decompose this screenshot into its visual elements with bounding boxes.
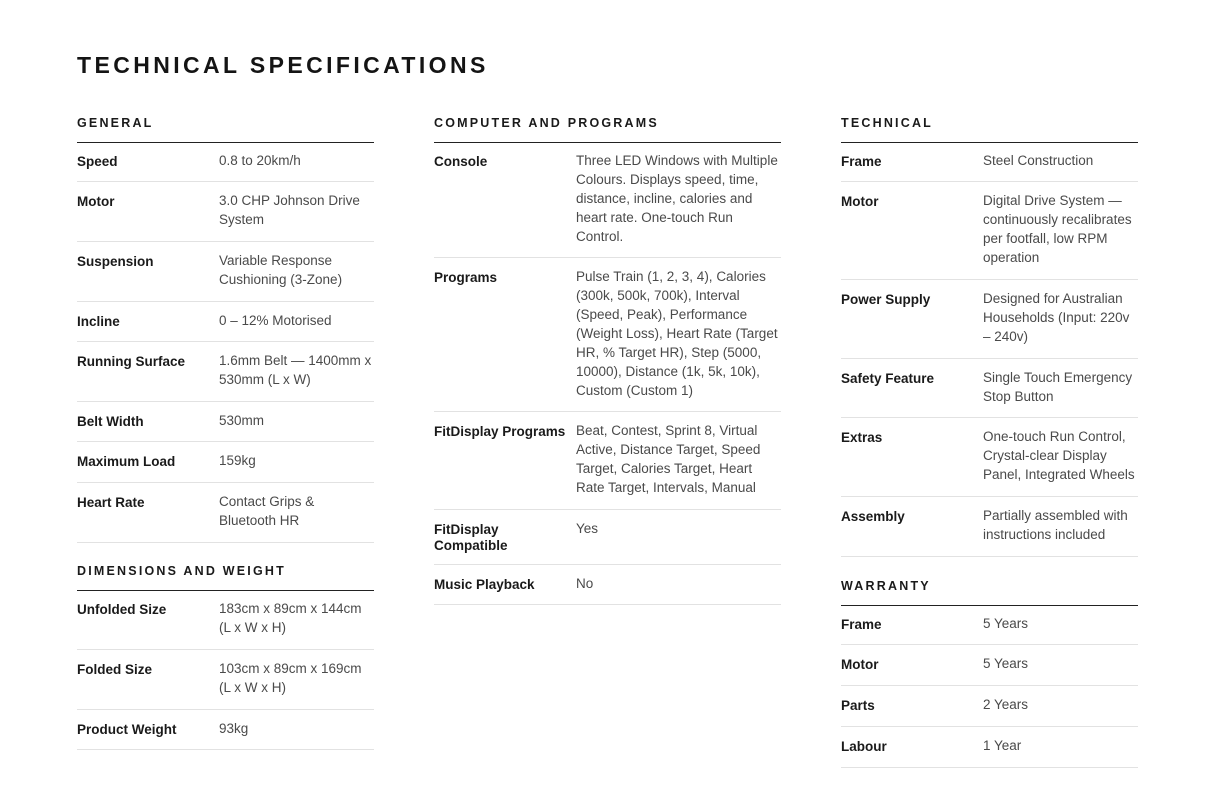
spec-label: FitDisplay Programs [434,424,566,439]
spec-label: FitDisplay Compatible [434,522,508,553]
spec-label: Suspension [77,254,154,269]
section-heading-computer-programs: COMPUTER AND PROGRAMS [434,115,781,143]
spec-value: 93kg [219,721,249,736]
spec-label: Motor [77,194,115,209]
spec-label: Incline [77,314,120,329]
spec-table-computer-programs [434,142,781,605]
spec-label: Motor [841,194,879,209]
spec-value: 2 Years [983,697,1029,712]
spec-value: 0.8 to 20km/h [219,153,301,168]
spec-value: 5 Years [983,656,1029,671]
section-heading-technical: TECHNICAL [841,115,1138,143]
spec-label: Running Surface [77,354,186,369]
spec-value: No [576,576,594,591]
spec-row-frame [841,142,1138,182]
spec-row-heart-rate [77,483,374,543]
spec-label: Product Weight [77,722,177,737]
spec-label: Belt Width [77,414,144,429]
spec-value: 1.6mm Belt — 1400mm x 530mm (L x W) [219,353,372,387]
spec-label: Folded Size [77,662,153,677]
spec-row-fitdisplay-programs [434,412,781,510]
section-heading-general: GENERAL [77,115,374,143]
spec-row-motor [841,645,1138,686]
spec-row-motor [77,182,374,242]
spec-value: Three LED Windows with Multiple Colours. Displays speed, time, distance, incline, calories and heart rate. One-touch Run Control. [576,153,778,244]
spec-row-product-weight [77,710,374,750]
spec-value: Variable Response Cushioning (3-Zone) [219,253,343,287]
spec-row-labour [841,727,1138,768]
spec-value: 530mm [219,413,265,428]
spec-label: Unfolded Size [77,602,167,617]
spec-value: Partially assembled with instructions included [983,508,1128,542]
section-heading-warranty: WARRANTY [841,578,1138,606]
spec-value: Contact Grips & Bluetooth HR [219,494,315,528]
spec-row-console [434,142,781,258]
spec-row-assembly [841,497,1138,557]
spec-label: Power Supply [841,292,931,307]
spec-label: Speed [77,154,118,169]
spec-row-programs [434,258,781,412]
section-heading-dimensions: DIMENSIONS AND WEIGHT [77,563,374,591]
spec-row-extras [841,418,1138,497]
spec-row-frame [841,605,1138,645]
spec-value: Beat, Contest, Sprint 8, Virtual Active, Distance Target, Speed Target, Calories Target, Heart Rate Target, Intervals, Manual [576,423,761,495]
spec-label: Frame [841,617,882,632]
spec-value: 3.0 CHP Johnson Drive System [219,193,360,227]
spec-value: 183cm x 89cm x 144cm (L x W x H) [219,601,362,635]
spec-row-parts [841,686,1138,727]
spec-row-suspension [77,242,374,302]
spec-label: Extras [841,430,883,445]
spec-value: Pulse Train (1, 2, 3, 4), Calories (300k, 500k, 700k), Interval (Speed, Peak), Performance (Weight Loss), Heart Rate (Target HR, % Target HR), Step (5000, 10000), Distance (1k, 5k, 10k), Custom (Custom 1) [576,269,778,398]
spec-label: Labour [841,739,887,754]
spec-value: Yes [576,521,599,536]
spec-value: 5 Years [983,616,1029,631]
spec-row-running-surface [77,342,374,402]
spec-row-power-supply [841,280,1138,359]
spec-row-maximum-load [77,442,374,483]
spec-row-safety-feature [841,359,1138,418]
spec-row-music-playback [434,565,781,605]
spec-row-belt-width [77,402,374,442]
spec-row-speed [77,142,374,182]
spec-label: Safety Feature [841,371,935,386]
spec-row-unfolded-size [77,590,374,650]
spec-value: 103cm x 89cm x 169cm (L x W x H) [219,661,362,695]
spec-table-warranty [841,605,1138,768]
spec-value: 0 – 12% Motorised [219,313,332,328]
spec-label: Motor [841,657,879,672]
spec-row-motor [841,182,1138,280]
spec-value: 159kg [219,453,256,468]
spec-label: Frame [841,154,882,169]
spec-table-general [77,142,374,543]
spec-value: Designed for Australian Households (Input: 220v – 240v) [983,291,1130,344]
spec-label: Heart Rate [77,495,145,510]
spec-value: 1 Year [983,738,1022,753]
spec-label: Music Playback [434,577,535,592]
spec-row-fitdisplay-compatible [434,510,781,565]
spec-row-incline [77,302,374,342]
spec-label: Parts [841,698,875,713]
page-title: TECHNICAL SPECIFICATIONS [77,52,489,78]
spec-label: Assembly [841,509,905,524]
spec-value: Steel Construction [983,153,1094,168]
spec-value: Single Touch Emergency Stop Button [983,370,1133,404]
spec-label: Maximum Load [77,454,176,469]
spec-value: Digital Drive System — continuously recalibrates per footfall, low RPM operation [983,193,1132,265]
spec-label: Programs [434,270,498,285]
spec-value: One-touch Run Control, Crystal-clear Display Panel, Integrated Wheels [983,429,1135,482]
spec-label: Console [434,154,488,169]
spec-row-folded-size [77,650,374,710]
spec-table-technical [841,142,1138,557]
spec-table-dimensions [77,590,374,750]
